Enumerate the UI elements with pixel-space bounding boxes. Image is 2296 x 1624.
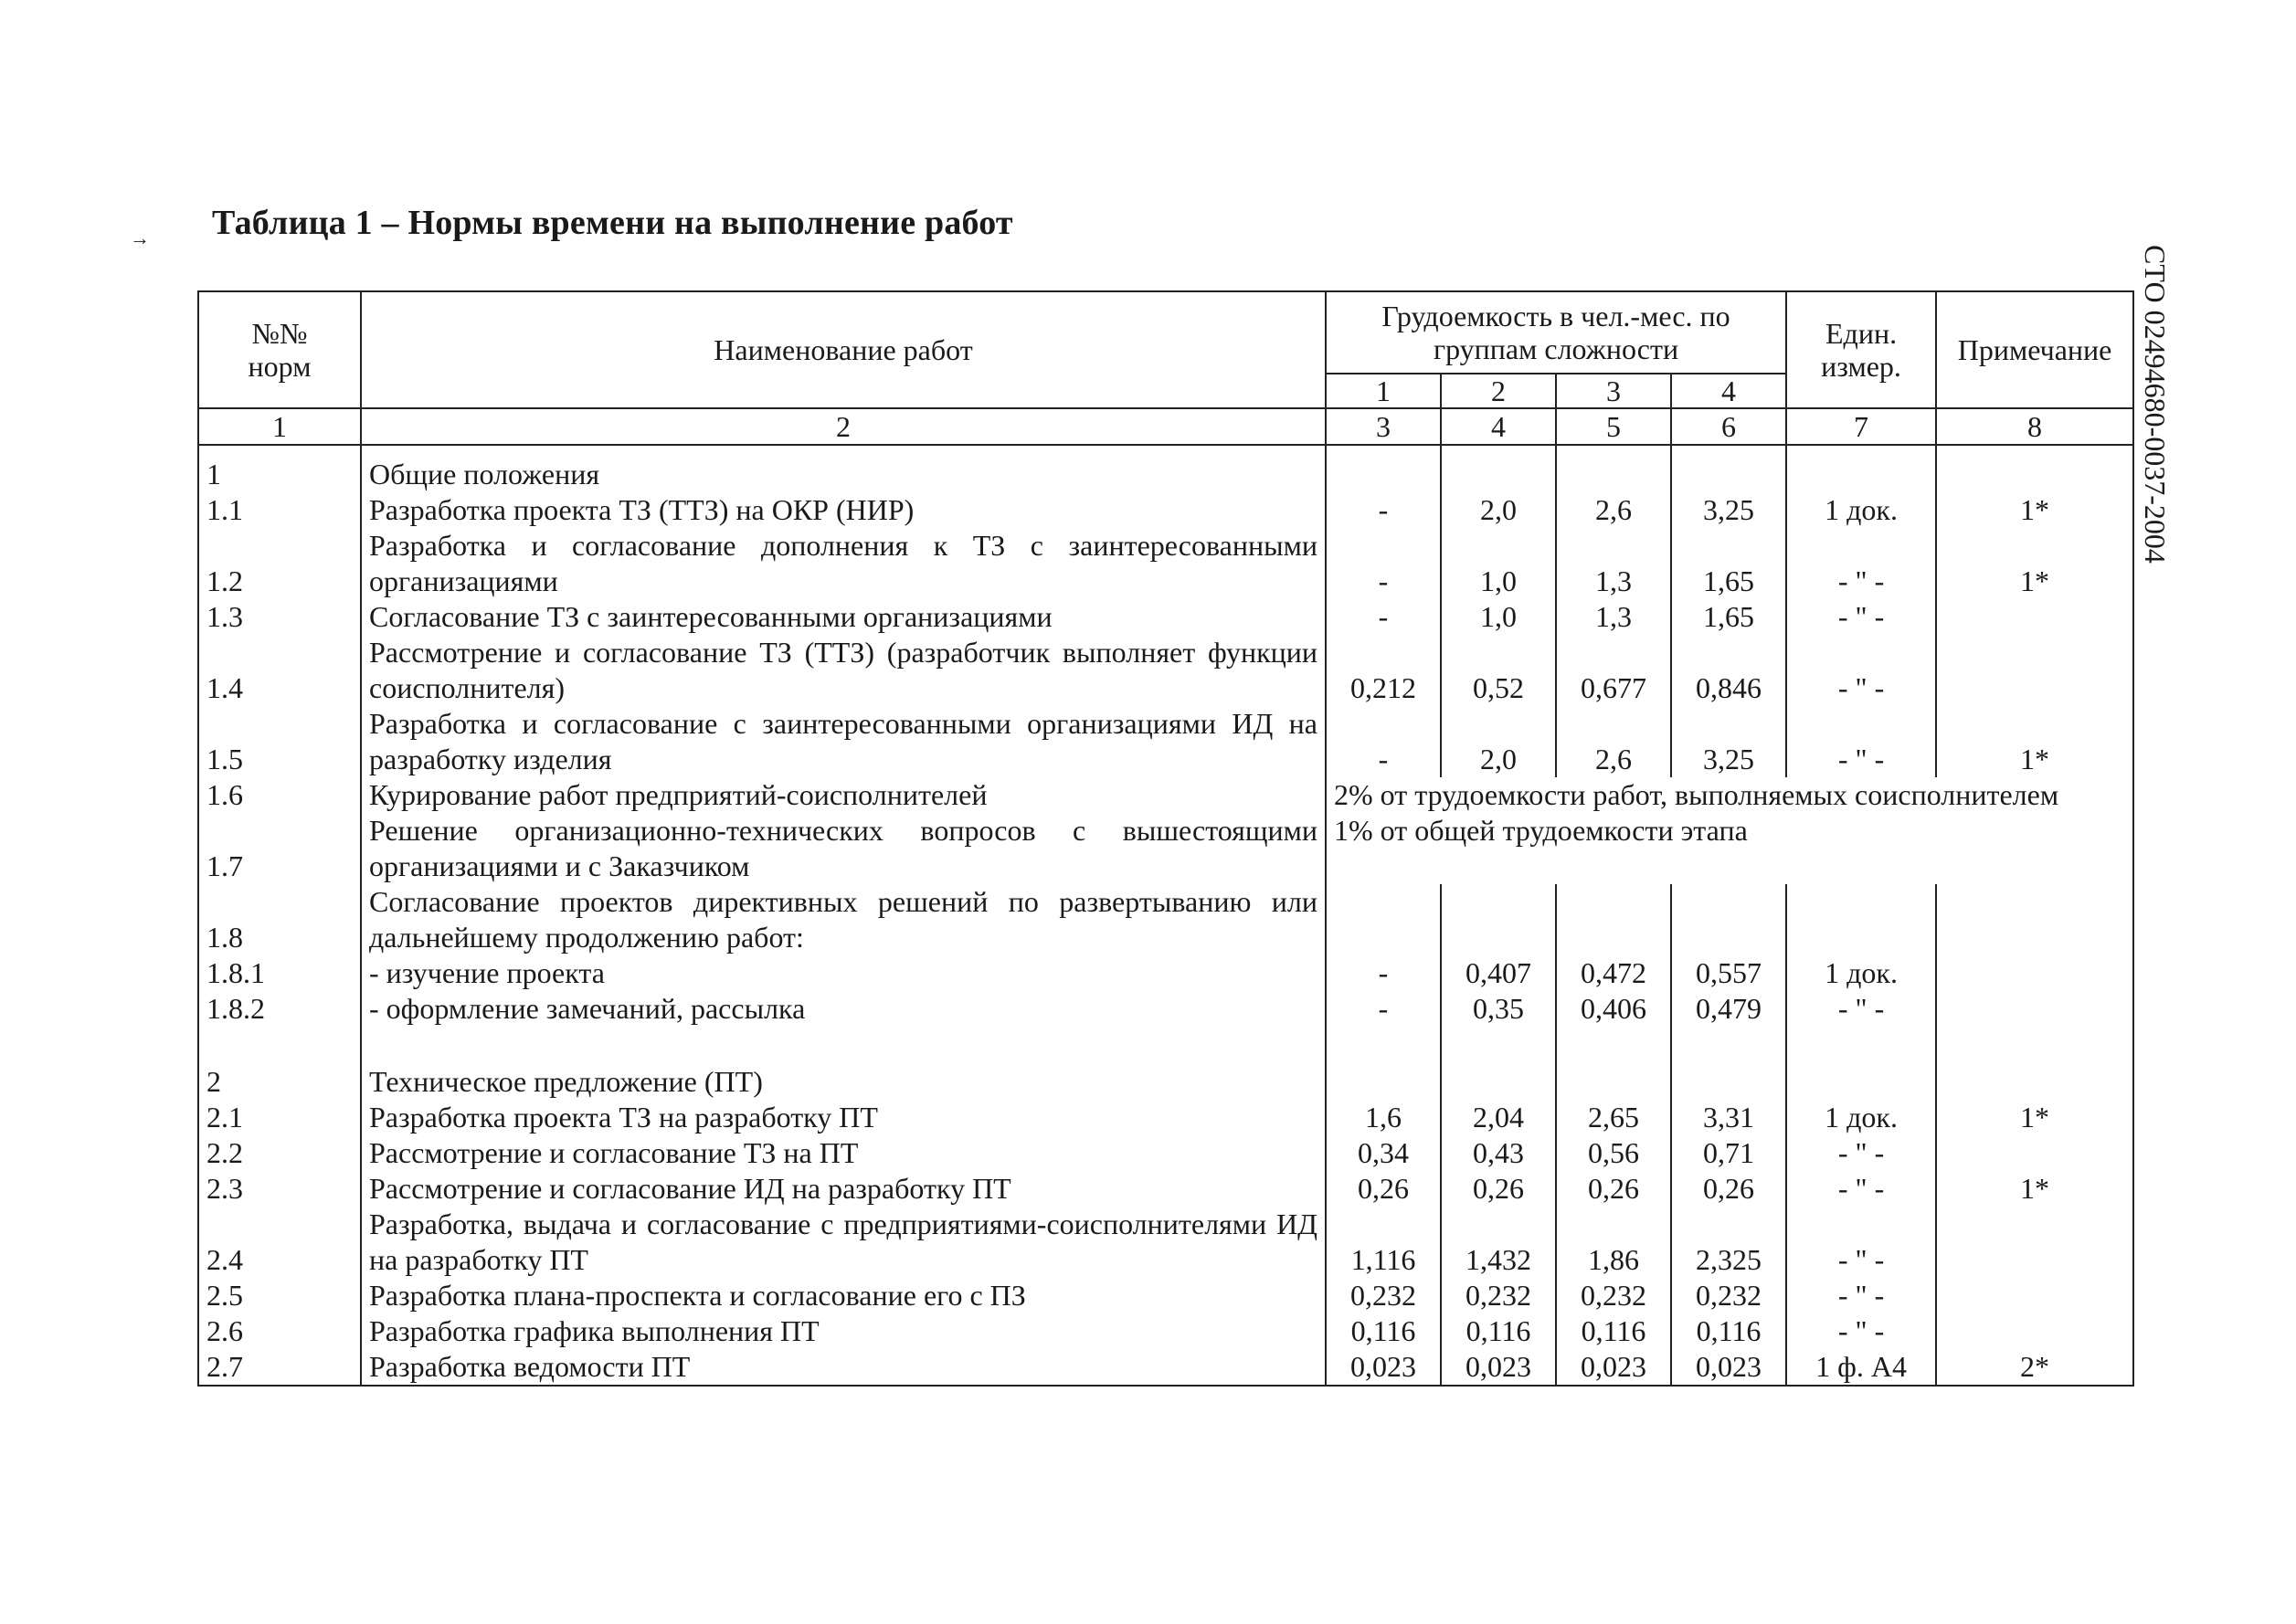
labor-value-group-4: 3,25: [1671, 706, 1786, 777]
row-name: Разработка, выдача и согласование с предприятиями-соисполнителями ИД на разработку ПТ: [361, 1207, 1326, 1278]
labor-value-group-4: 0,023: [1671, 1349, 1786, 1386]
labor-value-group-3: 0,26: [1556, 1171, 1671, 1207]
unit-cell: - " -: [1786, 991, 1936, 1027]
labor-value-group-2: 0,35: [1441, 991, 1556, 1027]
col-number: 7: [1786, 408, 1936, 445]
labor-value: [1326, 445, 1441, 492]
labor-value-group-2: 0,023: [1441, 1349, 1556, 1386]
row-name: Рассмотрение и согласование ИД на разработку ПТ: [361, 1171, 1326, 1207]
row-number: 1.3: [198, 599, 361, 635]
row-number: 1.4: [198, 635, 361, 706]
labor-value-group-3: 0,023: [1556, 1349, 1671, 1386]
unit-cell: - " -: [1786, 528, 1936, 599]
unit-cell: - " -: [1786, 1135, 1936, 1171]
labor-value-group-3: 0,116: [1556, 1313, 1671, 1349]
table-row: [198, 777, 2133, 813]
note-cell: [1936, 445, 2133, 492]
table-row: [198, 1349, 2133, 1386]
labor-value-group-4: 3,31: [1671, 1100, 1786, 1135]
row-name: Разработка графика выполнения ПТ: [361, 1313, 1326, 1349]
labor-value-group-2: 1,0: [1441, 599, 1556, 635]
labor-value-group-4: 0,479: [1671, 991, 1786, 1027]
labor-value-group-4: 0,232: [1671, 1278, 1786, 1313]
labor-value-group-1: 0,232: [1326, 1278, 1441, 1313]
row-name: Разработка и согласование дополнения к ТЗ с заинтересованными организациями: [361, 528, 1326, 599]
labor-value-group-1: -: [1326, 955, 1441, 991]
row-name: - изучение проекта: [361, 955, 1326, 991]
header-group-1: 1: [1326, 374, 1441, 408]
labor-value-group-1: 0,34: [1326, 1135, 1441, 1171]
labor-value-group-1: 0,116: [1326, 1313, 1441, 1349]
labor-value-group-4: 1,65: [1671, 599, 1786, 635]
row-number: 1.2: [198, 528, 361, 599]
labor-value-group-1: -: [1326, 492, 1441, 528]
table-row: [198, 706, 2133, 777]
note-cell: [1936, 1135, 2133, 1171]
labor-value-group-1: 1,6: [1326, 1100, 1441, 1135]
unit-cell: - " -: [1786, 599, 1936, 635]
labor-value-group-3: 0,232: [1556, 1278, 1671, 1313]
note-cell: [1936, 1278, 2133, 1313]
labor-value-group-2: 0,52: [1441, 635, 1556, 706]
col-number: 2: [361, 408, 1326, 445]
note-cell: 1*: [1936, 528, 2133, 599]
table-row: [198, 955, 2133, 991]
labor-value-group-4: [1671, 884, 1786, 955]
labor-value-group-2: 0,116: [1441, 1313, 1556, 1349]
unit-cell: [1786, 445, 1936, 492]
row-labor-note: 2% от трудоемкости работ, выполняемых соисполнителем: [1326, 777, 2133, 813]
unit-cell: - " -: [1786, 635, 1936, 706]
labor-value: [1441, 445, 1556, 492]
labor-value-group-3: 2,6: [1556, 492, 1671, 528]
row-name: Разработка проекта ТЗ (ТТЗ) на ОКР (НИР): [361, 492, 1326, 528]
labor-value: [1326, 1027, 1441, 1100]
labor-value-group-2: 2,0: [1441, 706, 1556, 777]
labor-value-group-1: -: [1326, 991, 1441, 1027]
table-row: [198, 1171, 2133, 1207]
labor-value-group-4: 0,71: [1671, 1135, 1786, 1171]
row-number: 1.8.1: [198, 955, 361, 991]
labor-value-group-1: -: [1326, 528, 1441, 599]
table-row: [198, 635, 2133, 706]
header-name: Наименование работ: [361, 291, 1326, 408]
document-code: СТО 02494680-0037-2004: [2139, 245, 2172, 564]
labor-value-group-2: 1,0: [1441, 528, 1556, 599]
row-number: 2.5: [198, 1278, 361, 1313]
note-cell: 1*: [1936, 1100, 2133, 1135]
note-cell: [1936, 1313, 2133, 1349]
labor-value-group-1: -: [1326, 599, 1441, 635]
row-number: 1: [198, 445, 361, 492]
unit-cell: 1 док.: [1786, 492, 1936, 528]
unit-cell: [1786, 884, 1936, 955]
note-cell: 1*: [1936, 1171, 2133, 1207]
header-labor: Грудоемкость в чел.-мес. по группам сложности: [1326, 291, 1786, 374]
note-cell: [1936, 635, 2133, 706]
row-name: Курирование работ предприятий-соисполнителей: [361, 777, 1326, 813]
labor-value-group-2: 2,04: [1441, 1100, 1556, 1135]
unit-cell: - " -: [1786, 1313, 1936, 1349]
labor-value: [1671, 1027, 1786, 1100]
row-name: Согласование проектов директивных решений по развертыванию или дальнейшему продолжению работ:: [361, 884, 1326, 955]
margin-mark: →: [130, 227, 150, 249]
row-number: 1.7: [198, 813, 361, 884]
labor-value-group-1: [1326, 884, 1441, 955]
unit-cell: 1 док.: [1786, 1100, 1936, 1135]
table-body: [198, 445, 2133, 1386]
labor-value-group-3: 0,56: [1556, 1135, 1671, 1171]
table-row: [198, 1207, 2133, 1278]
labor-value-group-3: 2,65: [1556, 1100, 1671, 1135]
labor-value-group-3: 2,6: [1556, 706, 1671, 777]
row-number: 2.3: [198, 1171, 361, 1207]
table-row: [198, 1313, 2133, 1349]
section-row: [198, 1027, 2133, 1100]
table-row: [198, 813, 2133, 884]
labor-value-group-2: 0,43: [1441, 1135, 1556, 1171]
labor-value-group-4: 1,65: [1671, 528, 1786, 599]
labor-value-group-3: 1,86: [1556, 1207, 1671, 1278]
row-number: 2.7: [198, 1349, 361, 1386]
header-unit: Един. измер.: [1786, 291, 1936, 408]
labor-value-group-3: [1556, 884, 1671, 955]
labor-value-group-3: 0,406: [1556, 991, 1671, 1027]
row-name: Согласование ТЗ с заинтересованными организациями: [361, 599, 1326, 635]
row-name: Общие положения: [361, 445, 1326, 492]
unit-cell: - " -: [1786, 1171, 1936, 1207]
labor-value-group-4: 0,557: [1671, 955, 1786, 991]
row-number: 2.1: [198, 1100, 361, 1135]
row-name: Решение организационно-технических вопросов с вышестоящими организациями и с Заказчиком: [361, 813, 1326, 884]
header-note: Примечание: [1936, 291, 2133, 408]
row-number: 2.4: [198, 1207, 361, 1278]
labor-value-group-1: -: [1326, 706, 1441, 777]
labor-value: [1556, 1027, 1671, 1100]
table-row: [198, 1135, 2133, 1171]
labor-value-group-2: 0,232: [1441, 1278, 1556, 1313]
row-number: 1.5: [198, 706, 361, 777]
row-name: Разработка плана-проспекта и согласование его с ПЗ: [361, 1278, 1326, 1313]
col-number: 1: [198, 408, 361, 445]
table-row: [198, 492, 2133, 528]
row-labor-note: 1% от общей трудоемкости этапа: [1326, 813, 2133, 884]
labor-value-group-4: 0,26: [1671, 1171, 1786, 1207]
labor-value: [1556, 445, 1671, 492]
labor-value: [1441, 1027, 1556, 1100]
note-cell: [1936, 1027, 2133, 1100]
table-row: [198, 528, 2133, 599]
table-title: Таблица 1 – Нормы времени на выполнение работ: [212, 204, 1013, 242]
note-cell: 1*: [1936, 492, 2133, 528]
row-name: Разработка и согласование с заинтересованными организациями ИД на разработку изделия: [361, 706, 1326, 777]
header-num: №№ норм: [198, 291, 361, 408]
unit-cell: [1786, 1027, 1936, 1100]
note-cell: 2*: [1936, 1349, 2133, 1386]
header-group-4: 4: [1671, 374, 1786, 408]
labor-value-group-3: 0,472: [1556, 955, 1671, 991]
norms-table: [197, 290, 2134, 1387]
section-row: [198, 445, 2133, 492]
labor-value-group-1: 0,26: [1326, 1171, 1441, 1207]
table-row: [198, 884, 2133, 955]
unit-cell: 1 ф. А4: [1786, 1349, 1936, 1386]
row-number: 2.6: [198, 1313, 361, 1349]
col-number: 4: [1441, 408, 1556, 445]
header-group-3: 3: [1556, 374, 1671, 408]
labor-value-group-4: 3,25: [1671, 492, 1786, 528]
row-number: 1.1: [198, 492, 361, 528]
labor-value-group-1: 0,212: [1326, 635, 1441, 706]
table-row: [198, 991, 2133, 1027]
labor-value-group-3: 0,677: [1556, 635, 1671, 706]
row-name: Разработка ведомости ПТ: [361, 1349, 1326, 1386]
unit-cell: - " -: [1786, 1207, 1936, 1278]
labor-value-group-2: 0,26: [1441, 1171, 1556, 1207]
labor-value-group-4: 0,846: [1671, 635, 1786, 706]
header-group-2: 2: [1441, 374, 1556, 408]
labor-value-group-2: [1441, 884, 1556, 955]
labor-value-group-1: 0,023: [1326, 1349, 1441, 1386]
unit-cell: - " -: [1786, 1278, 1936, 1313]
row-number: 1.8: [198, 884, 361, 955]
row-number: 1.8.2: [198, 991, 361, 1027]
col-number: 3: [1326, 408, 1441, 445]
note-cell: [1936, 1207, 2133, 1278]
table-row: [198, 599, 2133, 635]
row-name: Разработка проекта ТЗ на разработку ПТ: [361, 1100, 1326, 1135]
row-name: - оформление замечаний, рассылка: [361, 991, 1326, 1027]
labor-value-group-2: 1,432: [1441, 1207, 1556, 1278]
row-name: Техническое предложение (ПТ): [361, 1027, 1326, 1100]
row-number: 2.2: [198, 1135, 361, 1171]
table-row: [198, 1100, 2133, 1135]
table-row: [198, 1278, 2133, 1313]
note-cell: [1936, 599, 2133, 635]
note-cell: [1936, 955, 2133, 991]
labor-value: [1671, 445, 1786, 492]
labor-value-group-1: 1,116: [1326, 1207, 1441, 1278]
col-number: 8: [1936, 408, 2133, 445]
note-cell: 1*: [1936, 706, 2133, 777]
col-number: 5: [1556, 408, 1671, 445]
row-number: 2: [198, 1027, 361, 1100]
labor-value-group-2: 2,0: [1441, 492, 1556, 528]
unit-cell: - " -: [1786, 706, 1936, 777]
row-name: Рассмотрение и согласование ТЗ на ПТ: [361, 1135, 1326, 1171]
labor-value-group-3: 1,3: [1556, 528, 1671, 599]
labor-value-group-3: 1,3: [1556, 599, 1671, 635]
note-cell: [1936, 884, 2133, 955]
labor-value-group-4: 0,116: [1671, 1313, 1786, 1349]
row-name: Рассмотрение и согласование ТЗ (ТТЗ) (разработчик выполняет функции соисполнителя): [361, 635, 1326, 706]
note-cell: [1936, 991, 2133, 1027]
col-number: 6: [1671, 408, 1786, 445]
row-number: 1.6: [198, 777, 361, 813]
unit-cell: 1 док.: [1786, 955, 1936, 991]
labor-value-group-4: 2,325: [1671, 1207, 1786, 1278]
labor-value-group-2: 0,407: [1441, 955, 1556, 991]
